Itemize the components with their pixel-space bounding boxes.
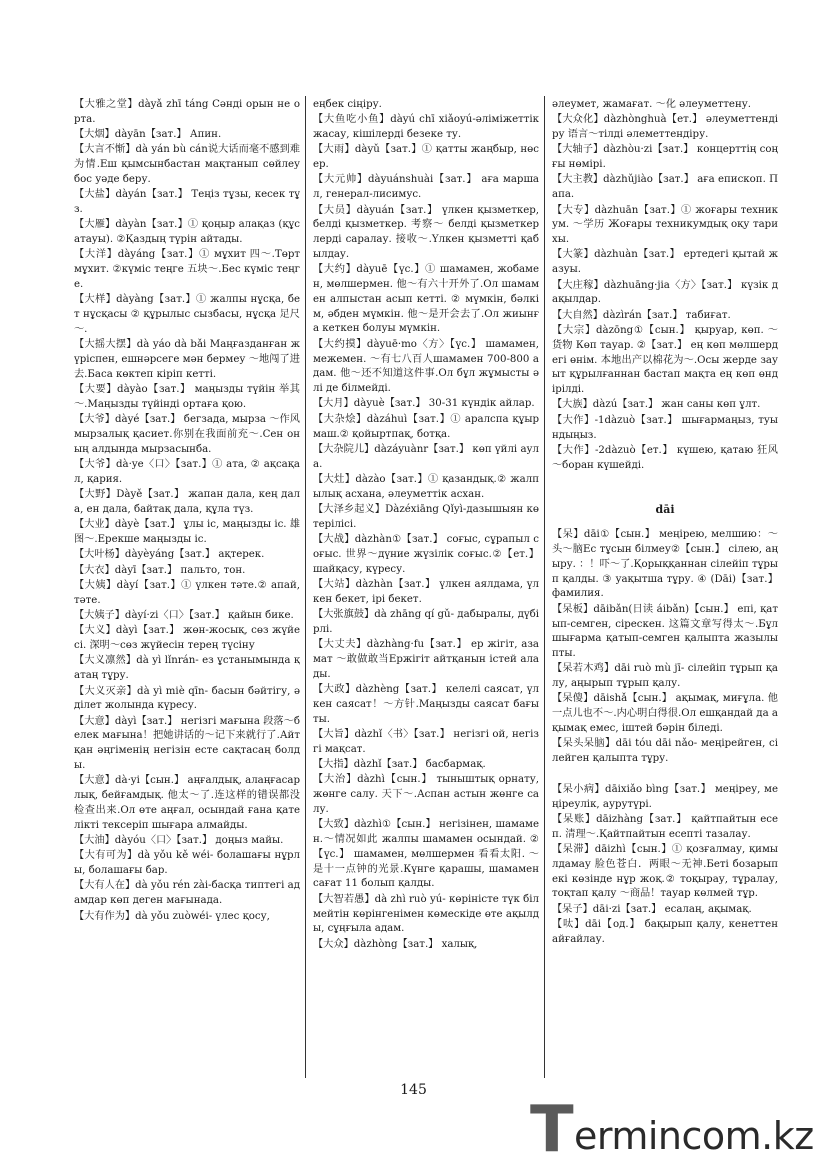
dictionary-entry: 【呆小病】dāixiǎo bìng【зат.】 меңіреу, меңіреулік, аурутүрі. xyxy=(552,783,778,810)
dictionary-column-3 xyxy=(552,98,778,1078)
dictionary-entry: 【大爷】dàyé【зат.】 бегзада, мырза ～作风 мырзалық қасиет.你别在我面前充～.Сен оның алдында мырзасынба. xyxy=(74,414,300,455)
dictionary-entry: 【大业】dàyè【зат.】 ұлы іс, маңызды іс. 雄图～.Ерекше маңызды іс. xyxy=(74,519,300,546)
dictionary-entry: 【大言不惭】dà yán bù cán说大话而毫不感到难为情.Еш қымсынбастан мақтанып сөйлеу бос уәде беру. xyxy=(74,144,300,185)
entries-group-dai xyxy=(552,528,778,947)
dictionary-entry: 【大灶】dàzào【зат.】① қазандық.② жалпылық асхана, әлеуметтік асхан. xyxy=(313,473,539,500)
dictionary-entry: 【大专】dàzhuān【зат.】① жоғары техникум. ～学历 Жоғары техникумдық оқу тарихы. xyxy=(552,204,778,246)
dictionary-entry: 【大义】dàyì【зат.】 жөн-жосық, сөз жүйесі. 深明～сөз жүйесін терең түсіну xyxy=(74,625,300,652)
dictionary-entry: еңбек сіңіру. xyxy=(313,99,382,110)
dictionary-entry: 【大轴子】dàzhòu·zi【зат.】 концерттің соңғы нөмірі. xyxy=(552,144,778,171)
dictionary-column-2 xyxy=(313,98,539,1078)
page-number: 145 xyxy=(400,1082,427,1098)
dictionary-entry: 【大自然】dàzìrán【зат.】 табиғат. xyxy=(552,309,731,321)
dictionary-entry: 【大意】dàyì【зат.】 негізгі мағына 段落～белек мағына！把她讲话的～记下来就行了.Айтқан әңгіменің негізін есте сақтасаң болды. xyxy=(74,715,300,772)
dictionary-entry: 【大约摸】dàyuē·mo〈方〉【үс.】 шамамен, межемен. ～有七八百人шамамен 700-800 адам. 他～还不知道这件事.Ол бұл жұмысты әлі де білмейді. xyxy=(313,338,539,395)
dictionary-entry: 【大站】dàzhàn【зат.】 үлкен аялдама, үлкен бекет, ірі бекет. xyxy=(313,579,539,605)
entries-group-da xyxy=(552,98,778,473)
dictionary-column-1 xyxy=(74,98,300,1078)
dictionary-entry: 【呆子】dāi·zi【зат.】 есалаң, ақымақ. xyxy=(552,903,752,915)
dictionary-entry: 【大员】dàyuán【зат.】 үлкен қызметкер, белді қызметкер. 考察～ белді қызметкерлерді саралау. 接收～.Үлкен қызметті қабылдау. xyxy=(313,204,539,260)
dictionary-entry: 【大衣】dàyī【зат.】 пальто, тон. xyxy=(74,564,246,576)
dictionary-entry: 【大意】dà·yi【сын.】 аңғалдық, алаңғасарлық, бейғамдық. 他太～了.连这样的错误都没检查出来.Ол өте аңғал, осындай ғана қателікті тексеріп шығара алмайды. xyxy=(74,775,300,831)
dictionary-entry: 【大义凛然】dà yì lǐnrán- ез ұстанымында қатаң тұру. xyxy=(74,655,300,682)
dictionary-entry: 【大丈夫】dàzhàng·fu【зат.】 ер жігіт, азамат ～敢做敢当Ержігіт айтқанын істей алады. xyxy=(313,639,539,680)
dictionary-entry: 【大月】dàyuè【зат.】 30-31 күндік айлар. xyxy=(313,398,535,410)
dictionary-entry: 【大野】Dàyě【зат.】 жапан дала, кең дала, ен дала, байтақ дала, құла түз. xyxy=(74,489,300,516)
column-divider-left xyxy=(305,96,306,1078)
column-divider-right xyxy=(544,96,545,1078)
dictionary-entry: 【大作】-2dàzuò【ет.】 күшею, қатаю 狂风～боран күшейді. xyxy=(552,444,778,471)
dictionary-entry: 【大雅之堂】dàyǎ zhī táng Сәнді орын не орта. xyxy=(74,99,300,125)
dictionary-entry: 【大样】dàyàng【зат.】① жалпы нұсқа, бет нұсқасы ② құрылыс сызбасы, нұсқа 足尺～. xyxy=(74,294,300,335)
dictionary-entry: 【大盐】dàyán【зат.】 Теңіз тұзы, кесек тұз. xyxy=(74,189,300,216)
dictionary-entry: 【大治】dàzhì【сын.】 тыныштық орнату, жөнге салу. 天下～.Аспан астын жөнге салу. xyxy=(313,774,539,815)
dictionary-entry: 【大姨】dàyí【зат.】① үлкен тәте.② апай, тәте. xyxy=(74,580,300,606)
logo-initial: T xyxy=(530,1093,572,1167)
dictionary-entry: 【呆板】dāibǎn(日读 áibǎn)【сын.】 епі, қатып-семген, сірескен. 这篇文章写得太～.Бұл шығарма қатып-семген қалыпта жазылыпты. xyxy=(552,603,778,660)
dictionary-entry xyxy=(552,767,778,782)
section-heading: dāi xyxy=(655,503,675,517)
dictionary-entry: 【大烟】dàyān【зат.】 Апин. xyxy=(74,129,222,141)
dictionary-entry: 【大战】dàzhàn①【зат.】 соғыс, сұрапыл соғыс. 世界～дүние жүзілік соғыс.②【ет.】 шайқасу, күресу. xyxy=(313,534,539,575)
dictionary-entry: 【大庄稼】dàzhuāng·jia〈方〉【зат.】 күзік дақылдар. xyxy=(552,279,778,306)
dictionary-entry: 【大油】dàyóu〈口〉【зат.】 доңыз майы. xyxy=(74,835,284,847)
dictionary-entry: 【大有人在】dà yǒu rén zài-басқа типтегі адамдар көп деген мағынада. xyxy=(74,880,300,907)
dictionary-entry: 【呆滞】dāizhì【сын.】① қозғалмау, қимылдамау 脸色苍白．两眼～无神.Беті бозарып екі көзінде нұр жоқ.② тоқырау, тұралау, тоқтап қалу ～商品！тауар көлмей тұр. xyxy=(552,843,778,900)
dictionary-entry: 【大主教】dàzhǔjiào【зат.】 аға епископ. Папа. xyxy=(552,174,778,201)
dictionary-entry: 【大爷】dà·ye〈口〉【зат.】① ата, ② ақсақал, қария. xyxy=(74,459,300,485)
dictionary-entry: 【大雁】dàyàn【зат.】① қоңыр алақаз (құс атауы). ②Қаздың түрін айтады. xyxy=(74,219,300,246)
dictionary-entry: әлеумет, жамағат. ～化 әлеуметтену. xyxy=(552,99,751,110)
dictionary-entry: 【大篆】dàzhuàn【зат.】 ертедегі қытай жазуы. xyxy=(552,249,778,276)
dictionary-entry: 【大要】dàyào【зат.】 маңызды түйін 举其～.Маңызды түйінді ортаға қою. xyxy=(74,384,300,410)
dictionary-entry: 【大洋】dàyáng【зат.】① мұхит 四～.Төрт мұхит. ②күміс теңге 五块～.Бес күміс теңге. xyxy=(74,249,300,291)
dictionary-entry: 【大旨】dàzhǐ〈书〉【зат.】 негізгі ой, негізгі мақсат. xyxy=(313,728,539,755)
dictionary-entry: 【呆傻】dāishǎ【сын.】 ақымақ, миғұла. 他一点儿也不～.内心明白得很.Ол ешқандай да ақымақ емес, іштей бәрін біледі. xyxy=(552,693,778,735)
dictionary-entry: 【呆】dāi①【сын.】 меңірею, мелшию：～头～脑Ес тұсын білмеу②【сын.】 сілею, аңыру. ：！吓～了.Қорыққаннан сілейіп тұрып қалды. ③ уақытша тұру. ④ (Dāi)【зат.】 фамилия. xyxy=(552,529,778,600)
dictionary-entry: 【大约】dàyuē【үс.】① шамамен, жобамен, мөлшермен. 他～有六十开外了.Ол шамамен алпыстан асып кетті. ② мүмкін, бәлкім, әбден мүмкін. 他～是开会去了.Ол жиынға кеткен болуы мүмкін. xyxy=(313,264,539,335)
dictionary-entry: 【大有作为】dà yǒu zuòwéi- үлес қосу, xyxy=(74,910,270,922)
dictionary-entry: 【大宗】dàzōng①【сын.】 қыруар, көп. ～货物 Көп тауар. ②【зат.】 ең көп мөлшердегі өнім. 本地出产以棉花为～.Осы жерде зауыт құрылғаннан бастап мақта ең көп өндірілді. xyxy=(552,324,778,396)
dictionary-entry: 【大泽乡起义】Dàzéxiāng Qǐyì-дазышыян көтерілісі. xyxy=(313,504,539,530)
dictionary-entry: 【呆账】dāizhàng【зат.】 қайтпайтын есеп. 清理～.Қайтпайтын есепті тазалау. xyxy=(552,813,778,840)
dictionary-entry: 【大元帅】dàyuánshuài【зат.】 аға маршал, генерал-лисимус. xyxy=(313,174,539,201)
dictionary-entry: 【大指】dàzhǐ【зат.】 басбармақ. xyxy=(313,759,486,771)
dictionary-entry: 【大智若愚】dà zhì ruò yú- көріністе түк білмейтін көрінгенімен көмескіде өте ақылды, сұңғыла адам. xyxy=(313,893,539,935)
dictionary-entry: 【大姨子】dàyí·zi〈口〉【зат.】 қайын бике. xyxy=(74,610,294,622)
dictionary-entry: 【大作】-1dàzuò【зат.】 шығармаңыз, туындыңыз. xyxy=(552,414,778,441)
dictionary-entry: 【大摇大摆】dà yáo dà bǎi Маңғазданған жүріспен, ешнәрсеге мән бермеу ～地闯了进去.Баса көктеп кіріп кетті. xyxy=(74,339,300,380)
logo-text: ermincom.kz xyxy=(574,1114,814,1158)
dictionary-entry: 【大致】dàzhì①【сын.】 негізінен, шамамен.～情况如此 жалпы шамамен осындай. ②【үс.】 шамамен, мөлшермен 看看太阳. ～是十一点钟的光景.Күнге қарашы, шамамен сағат 11 болып қалды. xyxy=(313,819,539,890)
dictionary-entry: 【呆若木鸡】dāi ruò mù jī- сілейіп тұрып қалу, аңырып тұрып қалу. xyxy=(552,663,778,690)
dictionary-entry: 【大众】dàzhòng【зат.】 халық, xyxy=(313,938,478,950)
dictionary-entry: 【大鱼吃小鱼】dàyú chī xiǎoyú-әліміжеттік жасау, кішілерді безеке ту. xyxy=(313,114,539,141)
dictionary-entry: 【大杂院儿】dàzáyuànr【зат.】 көп үйлі аула. xyxy=(313,443,539,470)
dictionary-entry: 【呆头呆脑】dāi tóu dāi nǎo- меңірейген, сілейген қалыпта тұру. xyxy=(552,738,778,765)
dictionary-entry: 【大政】dàzhèng【зат.】 келелі саясат, үлкен саясат！～方针.Маңызды саясат бағыты. xyxy=(313,684,539,725)
dictionary-entry: 【大族】dàzú【зат.】 жан саны көп ұлт. xyxy=(552,399,761,411)
dictionary-entry: 【大张旗鼓】dà zhāng qí gǔ- дабыралы, дүбірлі. xyxy=(313,609,539,635)
dictionary-entry: 【大杂烩】dàzáhuì【зат.】① аралспа құырмаш.② қойыртпақ, ботқа. xyxy=(313,413,539,440)
dictionary-entry: 【大叶杨】dàyèyáng【зат.】 ақтерек. xyxy=(74,549,265,561)
dictionary-entry: 【大义灭亲】dà yì miè qīn- басын бәйтігу, әділет жолында күресу. xyxy=(74,685,300,712)
terminkom-logo xyxy=(530,1093,814,1167)
dictionary-entry: 【呔】dāi【од.】 бақырып қалу, кенеттен айғайлау. xyxy=(552,918,778,945)
dictionary-entry: 【大众化】dàzhònghuà【ет.】 әлеуметтендіру 语言～тілді әлеметтендіру. xyxy=(552,114,778,141)
dictionary-entry: 【大有可为】dà yǒu kě wéi- болашағы нұрлы, болашағы бар. xyxy=(74,850,300,877)
dictionary-entry: 【大雨】dàyǔ【зат.】① қатты жаңбыр, нөсер. xyxy=(313,144,539,171)
